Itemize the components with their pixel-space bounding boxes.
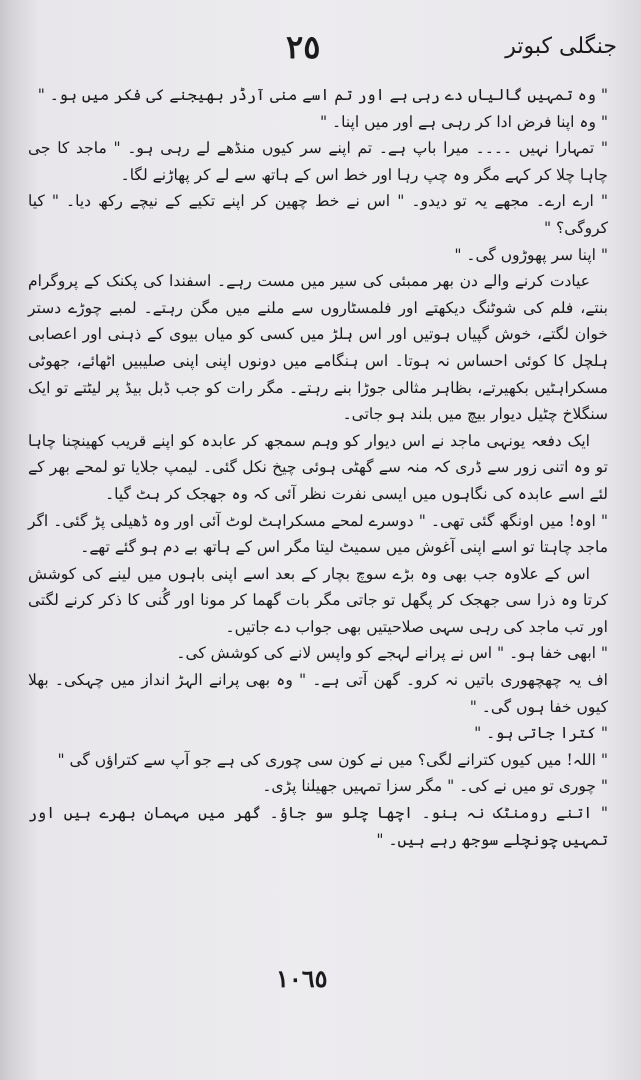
paragraph: " ابھی خفا ہو۔ " اس نے پرانے لہجے کو واپس لانے کی کوشش کی۔ [176,644,608,663]
body-text [28,82,608,853]
paragraph: " اپنا سر پھوڑوں گی۔ " [454,245,608,264]
paragraph: " اوہ! میں اونگھ گئی تھی۔ " دوسرے لمحے مسکراہٹ لوٹ آئی اور وہ ڈھیلی پڑ گئی۔ اگر ماجد چاہتا تو اسے اپنی آغوش میں سمیٹ لیتا مگر اس کے ہاتھ بے دم ہو گئے تھے۔ [28,511,608,557]
paragraph: " وہ اپنا فرض ادا کر رہی ہے اور میں اپنا۔ " [320,112,608,131]
paragraph: عیادت کرنے والے دن بھر ممبئی کی سیر میں مست رہے۔ اسفندا کی پکنک کے پروگرام بنتے، فلم کی شوٹنگ دیکھتے اور فلمسٹاروں سے ملنے میں مگن رہتے۔ لمبے چوڑے دستر خوان لگتے، خوش گپیاں ہوتیں اور اس ہلڑ میں کسی کو میاں بیوی کے ذہنی اور اعصابی ہلچل کا کوئی احساس نہ ہوتا۔ اس ہنگامے میں دونوں اپنی اپنی صلیبیں اٹھائے، جھوٹی مسکراہٹیں بکھیرتے، بظاہر مثالی جوڑا بنے رہتے۔ مگر رات کو جب ڈبل بیڈ پر لیٹتے تو ایک سنگلاخ چٹیل دیوار بیچ میں بلند ہو جاتی۔ [28,272,608,424]
running-title: جنگلی کبوتر [505,34,617,59]
paragraph: " اتنے رومنٹک نہ بنو۔ اچھا چلو سو جاؤ۔ گھر میں مہمان بھرے ہیں اور تمہیں چونچلے سوجھ رہے ہیں۔ " [28,804,608,849]
page-header [0,22,641,72]
paragraph: اف یہ چھچھوری باتیں نہ کرو۔ گھن آتی ہے۔ " وہ بھی پرانے الہڑ انداز میں چہکی۔ بھلا کیوں خفا ہوں گی۔ " [28,671,608,716]
paragraph: " تمہارا نہیں ۔۔۔۔ میرا باپ ہے۔ تم اپنے سر کیوں منڈھے لے رہی ہو۔ " ماجد کا جی چاہا چلا کر کہے مگر وہ چپ رہا اور خط اس کے ہاتھ سے لے کر پھاڑنے لگا۔ [28,139,608,184]
footer-number: ١٠٦٥ [276,964,328,993]
paragraph: " اللہ! میں کیوں کترانے لگی؟ میں نے کون سی چوری کی ہے جو آپ سے کتراؤں گی " [57,750,608,769]
paragraph: اس کے علاوہ جب بھی وہ بڑے سوچ بچار کے بعد اسے اپنی باہوں میں لینے کی کوشش کرتا وہ ذرا سی جھجک کر پگھل تو جاتی مگر بات گھما کر مونا اور گُنی کا ذکر کرنے لگتی اور تب ماجد کی رہی سہی صلاحیتیں بھی جواب دے جاتیں۔ [28,564,608,636]
paragraph: " ارے ارے۔ مجھے یہ تو دیدو۔ " اس نے خط چھین کر اپنے تکیے کے نیچے رکھ دیا۔ " کیا کروگی؟ " [28,192,608,237]
paragraph: " کترا جاتی ہو۔ " [474,724,608,743]
paragraph: " وہ تمہیں گالیاں دے رہی ہے اور تم اسے منی آرڈر بھیجنے کی فکر میں ہو۔ " [37,86,608,104]
paragraph: " چوری تو میں نے کی۔ " مگر سزا تمہیں جھیلنا پڑی۔ [262,777,608,796]
paragraph: ایک دفعہ یونہی ماجد نے اس دیوار کو وہم سمجھ کر عابدہ کو اپنے قریب کھینچنا چاہا تو وہ اتنی زور سے ڈری کہ منہ سے گھٹی ہوئی چیخ نکل گئی۔ لیمپ جلایا تو لمحے بھر کے لئے اسے عابدہ کی نگاہوں میں ایسی نفرت نظر آئی کہ وہ جھجک کر ہٹ گیا۔ [28,431,608,503]
page-number: ٢٥ [286,28,321,66]
